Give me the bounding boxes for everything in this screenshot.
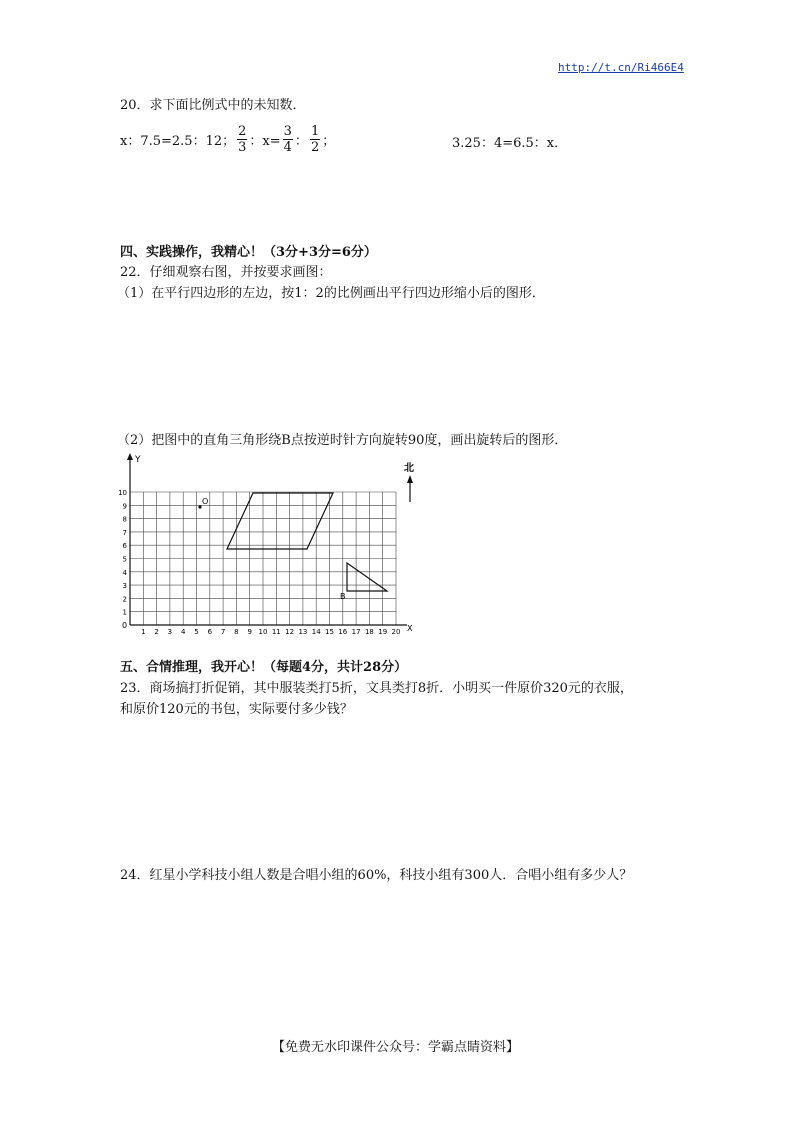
x-tick-label: 20 bbox=[391, 628, 401, 636]
point-o-label: O bbox=[202, 497, 209, 506]
x-tick-label: 8 bbox=[234, 628, 239, 636]
x-tick-label: 15 bbox=[325, 628, 334, 636]
q22-title: 22．仔细观察右图，并按要求画图： bbox=[120, 265, 332, 280]
x-tick-label: 12 bbox=[285, 628, 295, 636]
q20-equation-1 bbox=[120, 124, 335, 155]
eq1-part2: ：x= bbox=[249, 134, 281, 149]
x-axis-label: X bbox=[407, 624, 413, 633]
x-tick-label: 14 bbox=[311, 628, 321, 636]
q22-part1: （1）在平行四边形的左边，按1：2的比例画出平行四边形缩小后的图形． bbox=[117, 286, 545, 301]
fraction-numerator: 3 bbox=[283, 124, 292, 139]
x-tick-label: 2 bbox=[154, 628, 159, 636]
section-4-heading: 四、实践操作，我精心！（3分+3分=6分） bbox=[120, 245, 377, 260]
grid-lines bbox=[130, 492, 396, 625]
fraction-denominator: 2 bbox=[310, 140, 320, 155]
x-tick-label: 6 bbox=[207, 628, 213, 636]
parallelogram bbox=[227, 493, 333, 549]
y-tick-label: 10 bbox=[118, 489, 127, 497]
y-axis-arrow-icon bbox=[127, 453, 133, 460]
x-tick-label: 1 bbox=[141, 628, 146, 636]
q23-line2: 和原价120元的书包，实际要付多少钱？ bbox=[120, 702, 353, 717]
q22-part2: （2）把图中的直角三角形绕B点按逆时针方向旋转90度，画出旋转后的图形． bbox=[117, 433, 568, 448]
q20-equation-2: 3.25：4=6.5：x． bbox=[452, 136, 568, 151]
x-tick-label: 13 bbox=[298, 628, 308, 636]
north-arrow-icon bbox=[407, 475, 413, 483]
q23-line1: 23．商场搞打折促销，其中服装类打5折，文具类打8折．小明买一件原价320元的衣服， bbox=[120, 681, 633, 696]
section-5-heading: 五、合情推理，我开心！（每题4分，共计28分） bbox=[120, 660, 408, 675]
y-tick-label: 8 bbox=[122, 515, 127, 524]
x-tick-label: 19 bbox=[378, 628, 388, 636]
y-tick-label: 4 bbox=[122, 568, 127, 577]
x-tick-label: 10 bbox=[258, 628, 268, 636]
y-tick-label: 9 bbox=[122, 502, 127, 511]
y-tick-label: 6 bbox=[122, 542, 127, 551]
x-tick-label: 4 bbox=[180, 628, 186, 636]
y-tick-label: 2 bbox=[122, 595, 127, 604]
point-b-label: B bbox=[340, 592, 346, 601]
eq1-part3: ： bbox=[294, 134, 308, 149]
fraction-two-thirds bbox=[237, 124, 247, 155]
y-axis-label: Y bbox=[135, 455, 141, 465]
y-tick-label: 3 bbox=[122, 582, 127, 591]
right-triangle bbox=[347, 563, 387, 591]
y-tick-label: 7 bbox=[122, 528, 127, 537]
eq1-part1: x：7.5=2.5：12； bbox=[120, 134, 236, 149]
x-tick-label: 3 bbox=[167, 628, 173, 636]
fraction-denominator: 3 bbox=[238, 140, 247, 155]
fraction-three-quarters bbox=[283, 124, 293, 155]
eq1-part4: ； bbox=[322, 134, 336, 149]
north-label: 北 bbox=[404, 463, 414, 474]
x-tick-label: 17 bbox=[351, 628, 361, 636]
fraction-numerator: 2 bbox=[238, 124, 247, 139]
origin-label: 0 bbox=[122, 621, 128, 630]
q20-title: 20．求下面比例式中的未知数． bbox=[120, 98, 306, 113]
y-tick-label: 5 bbox=[122, 555, 127, 564]
x-tick-label: 11 bbox=[271, 628, 281, 636]
coordinate-grid-figure bbox=[110, 450, 430, 640]
x-tick-label: 9 bbox=[247, 628, 252, 636]
x-tick-label: 18 bbox=[364, 628, 374, 636]
footer-note: 【免费无水印课件公众号：学霸点睛资料】 bbox=[272, 1040, 520, 1055]
fraction-numerator: 1 bbox=[310, 124, 320, 139]
q24-text: 24．红星小学科技小组人数是合唱小组的60%，科技小组有300人．合唱小组有多少人？ bbox=[120, 868, 633, 883]
fraction-one-half bbox=[310, 124, 320, 155]
x-tick-label: 7 bbox=[220, 628, 226, 636]
fraction-denominator: 4 bbox=[283, 140, 292, 155]
header-url-link[interactable]: http://t.cn/Ri466E4 bbox=[558, 61, 684, 74]
y-tick-label: 1 bbox=[122, 608, 127, 617]
x-tick-label: 5 bbox=[194, 628, 199, 636]
x-tick-labels bbox=[141, 628, 400, 636]
x-tick-label: 16 bbox=[338, 628, 348, 636]
y-tick-labels bbox=[118, 489, 127, 617]
